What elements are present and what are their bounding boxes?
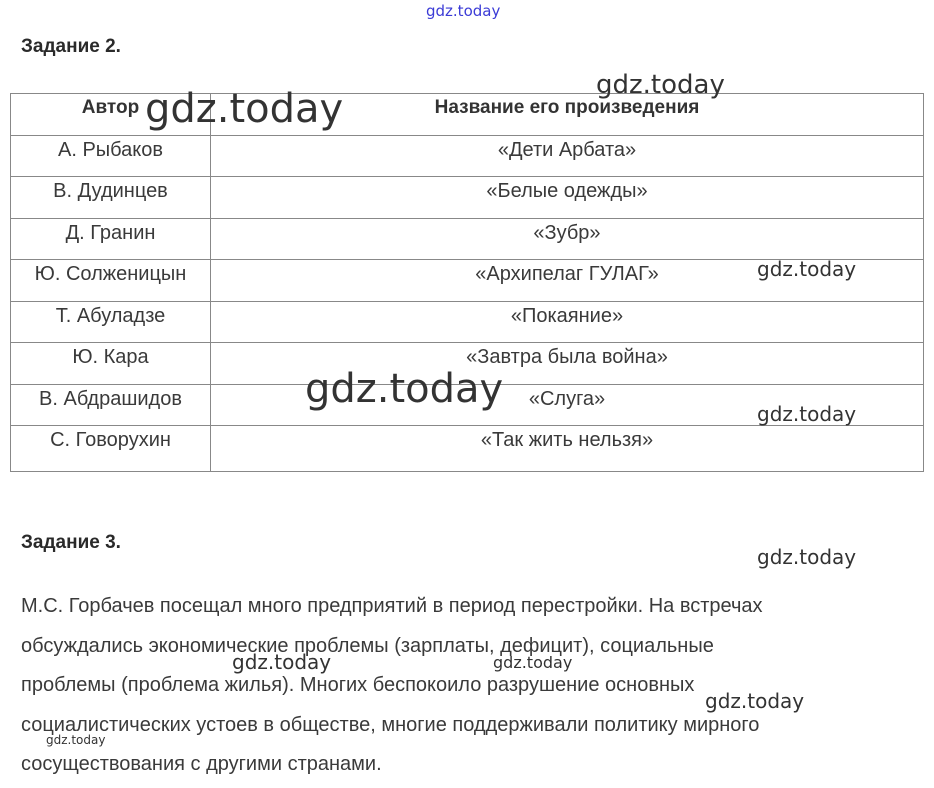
table-row — [11, 426, 924, 472]
author-cell: Т. Абуладзе — [11, 301, 211, 343]
author-cell: С. Говорухин — [11, 426, 211, 472]
title-cell: «Так жить нельзя» — [211, 426, 924, 472]
author-cell: В. Дудинцев — [11, 177, 211, 219]
watermark: gdz.today — [145, 86, 344, 132]
title-cell: «Белые одежды» — [211, 177, 924, 219]
answer-line: социалистических устоев в обществе, многие поддерживали политику мирного — [21, 713, 760, 736]
author-cell: В. Абдрашидов — [11, 384, 211, 426]
task3-heading: Задание 3. — [21, 532, 121, 553]
title-cell: «Дети Арбата» — [211, 135, 924, 177]
title-cell: «Слуга» — [211, 384, 924, 426]
task2-heading: Задание 2. — [21, 36, 121, 57]
author-cell: Д. Гранин — [11, 218, 211, 260]
table-row — [11, 260, 924, 302]
table-header-row — [11, 94, 924, 136]
watermark: gdz.today — [426, 2, 501, 20]
watermark: gdz.today — [232, 650, 332, 674]
watermark: gdz.today — [705, 689, 805, 713]
table-row — [11, 343, 924, 385]
author-cell: Ю. Кара — [11, 343, 211, 385]
table-row — [11, 384, 924, 426]
watermark: gdz.today — [596, 70, 725, 100]
title-cell: «Покаяние» — [211, 301, 924, 343]
answer-line: М.С. Горбачев посещал много предприятий в период перестройки. На встречах — [21, 595, 763, 617]
column-header-title: Название его произведения — [211, 94, 924, 136]
author-cell: Ю. Солженицын — [11, 260, 211, 302]
table-row — [11, 177, 924, 219]
watermark: gdz.today — [757, 257, 857, 281]
answer-line: проблемы (проблема жилья). Многих беспокоило разрушение основных — [21, 674, 695, 696]
watermark: gdz.today — [305, 366, 504, 412]
watermark: gdz.today — [46, 733, 106, 747]
table-row — [11, 301, 924, 343]
authors-works-table — [10, 93, 924, 472]
title-cell: «Зубр» — [211, 218, 924, 260]
task3-answer-text — [21, 587, 901, 785]
watermark: gdz.today — [493, 653, 573, 672]
title-cell: «Архипелаг ГУЛАГ» — [211, 260, 924, 302]
watermark: gdz.today — [757, 545, 857, 569]
answer-line: обсуждались экономические проблемы (зарплаты, дефицит), социальные — [21, 634, 714, 657]
watermark: gdz.today — [757, 402, 857, 426]
answer-line: сосуществования с другими странами. — [21, 753, 382, 775]
table-row — [11, 135, 924, 177]
column-header-author: Автор — [11, 94, 211, 136]
title-cell: «Завтра была война» — [211, 343, 924, 385]
author-cell: А. Рыбаков — [11, 135, 211, 177]
table-row — [11, 218, 924, 260]
